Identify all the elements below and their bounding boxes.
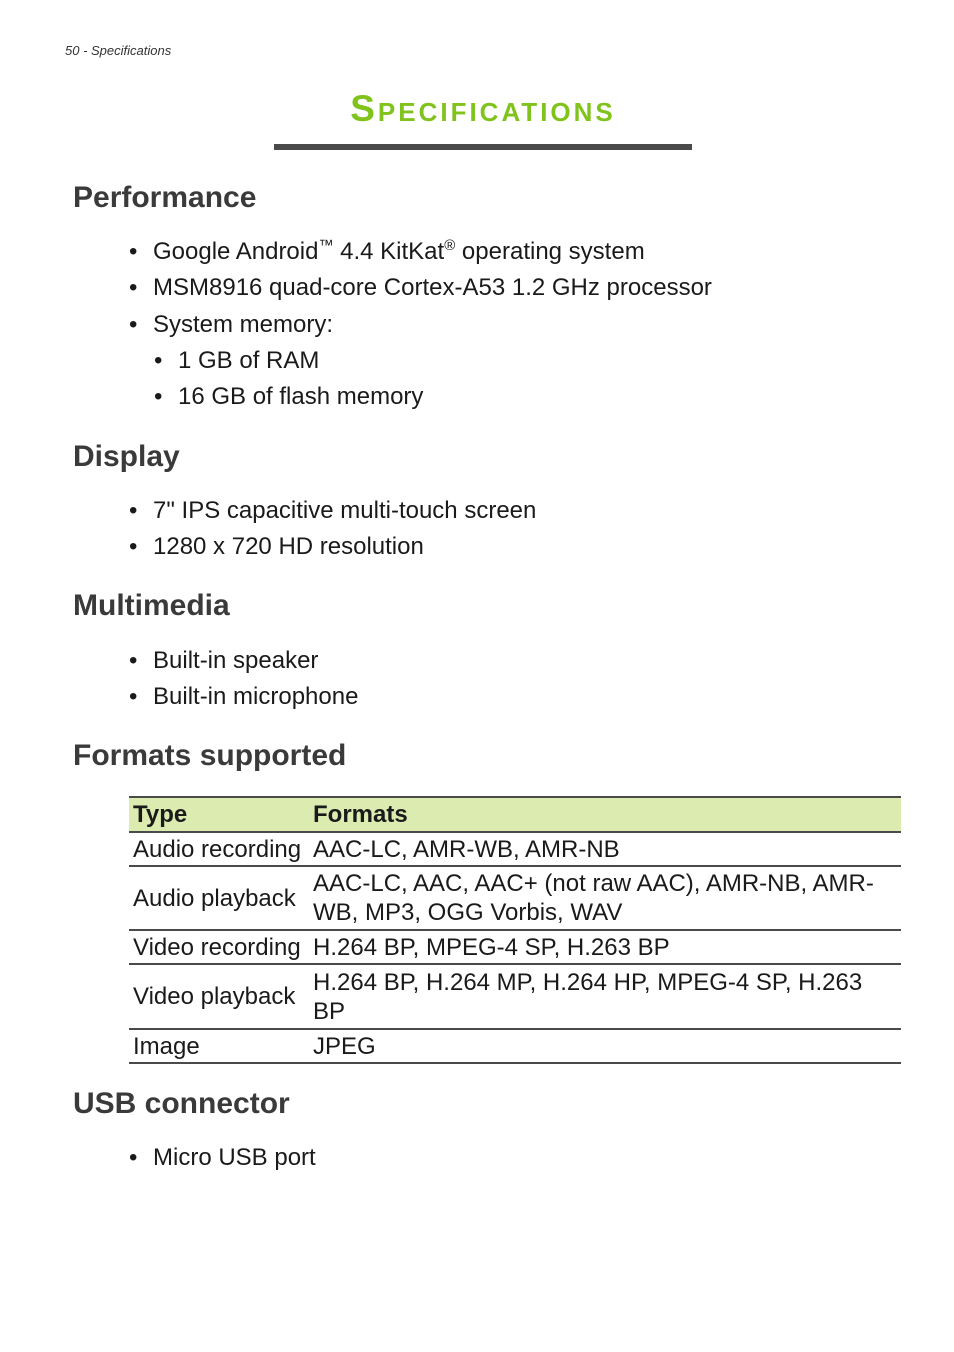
table-cell-type: Audio playback	[133, 884, 296, 912]
bullet-icon: •	[129, 683, 138, 710]
table-row	[129, 931, 901, 965]
title-block	[274, 82, 692, 150]
bullet-icon: •	[129, 647, 138, 674]
table-cell-type: Image	[133, 1032, 200, 1060]
table-cell-type: Video recording	[133, 933, 301, 961]
section-heading-display: Display	[73, 440, 180, 473]
table-cell-type: Audio recording	[133, 835, 302, 863]
bullet-icon: •	[129, 1144, 138, 1171]
table-row	[129, 867, 901, 931]
page-header: 50 - Specifications	[65, 43, 172, 58]
registered-symbol: ®	[444, 237, 456, 254]
list-item-microphone: • Built-in microphone	[129, 683, 359, 710]
title-underline	[274, 144, 692, 150]
bullet-icon: •	[129, 238, 138, 265]
list-item-processor: • MSM8916 quad-core Cortex-A53 1.2 GHz processor	[129, 274, 712, 301]
table-header-row	[129, 796, 901, 833]
bullet-icon: •	[129, 533, 138, 560]
formats-table	[129, 796, 901, 1064]
table-cell-type: Video playback	[133, 983, 296, 1010]
list-item-resolution: • 1280 x 720 HD resolution	[129, 533, 424, 560]
table-row	[129, 1030, 901, 1064]
section-heading-performance: Performance	[73, 181, 257, 214]
section-heading-multimedia: Multimedia	[73, 589, 230, 622]
table-cell-formats: H.264 BP, H.264 MP, H.264 HP, MPEG-4 SP, H.263 BP	[313, 968, 863, 1025]
table-cell-formats: H.264 BP, MPEG-4 SP, H.263 BP	[313, 933, 670, 961]
page-title: Specifications	[350, 88, 616, 129]
table-row	[129, 833, 901, 867]
section-heading-usb: USB connector	[73, 1087, 290, 1120]
list-item-flash: • 16 GB of flash memory	[154, 383, 424, 410]
list-item-ram: • 1 GB of RAM	[154, 347, 320, 374]
column-header-type: Type	[133, 801, 188, 828]
column-header-formats: Formats	[313, 801, 408, 828]
section-heading-formats: Formats supported	[73, 739, 347, 772]
list-item-usb-port: • Micro USB port	[129, 1144, 316, 1171]
list-item-screen: • 7" IPS capacitive multi-touch screen	[129, 497, 537, 524]
table-row	[129, 965, 901, 1030]
table-cell-formats: AAC-LC, AMR-WB, AMR-NB	[313, 835, 620, 863]
bullet-icon: •	[129, 274, 138, 301]
list-item-speaker: • Built-in speaker	[129, 647, 319, 674]
table-cell-formats: AAC-LC, AAC, AAC+ (not raw AAC), AMR-NB, AMR-WB, MP3, OGG Vorbis, WAV	[313, 870, 874, 926]
bullet-icon: •	[154, 347, 163, 374]
table-cell-formats: JPEG	[313, 1032, 376, 1060]
bullet-icon: •	[129, 311, 138, 338]
bullet-icon: •	[154, 383, 163, 410]
trademark-symbol: ™	[318, 237, 334, 254]
bullet-icon: •	[129, 497, 138, 524]
list-item-android: • Google Android™ 4.4 KitKat® operating system	[129, 237, 645, 265]
list-item-system-memory: • System memory:	[129, 311, 334, 338]
